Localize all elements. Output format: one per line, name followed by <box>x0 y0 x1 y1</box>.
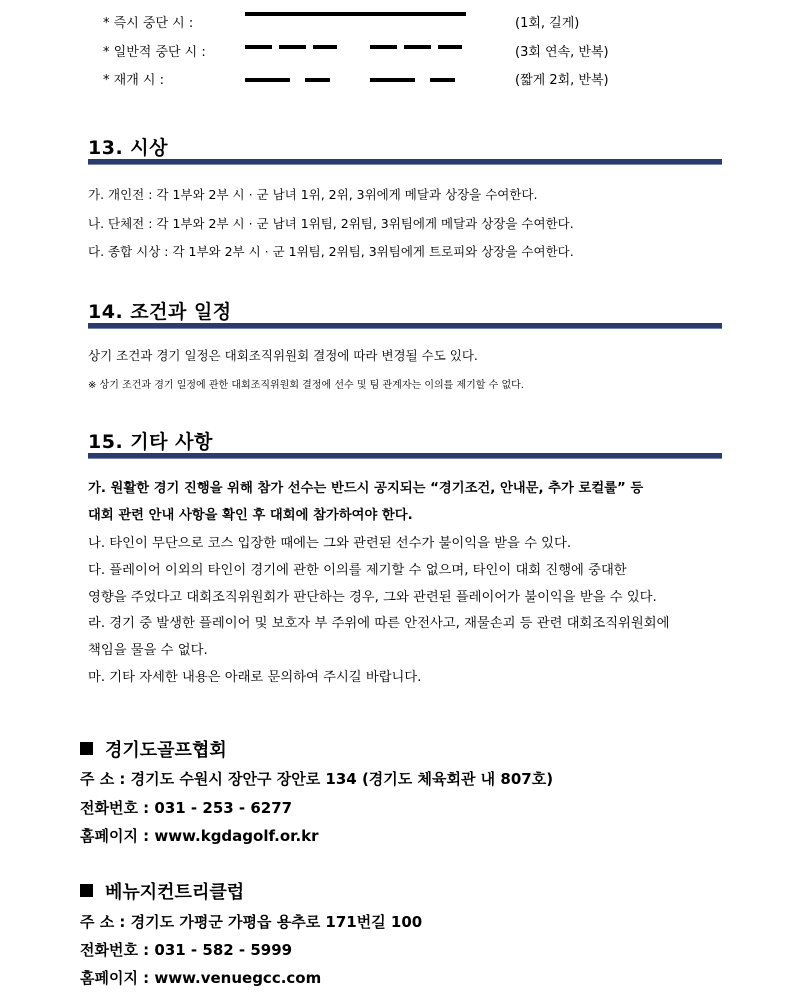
org-2-address: 주 소 : 경기도 가평군 가평읍 용추로 171번길 100 <box>80 913 423 931</box>
section-13-line-1: 가. 개인전 : 각 1부와 2부 시 · 군 남녀 1위, 2위, 3위에게 메달과 상장을 수여한다. <box>88 187 538 202</box>
square-bullet-icon <box>80 742 93 755</box>
org-1-name: 경기도골프협회 <box>105 740 227 761</box>
org-2-homepage: 홈페이지 : www.venuegcc.com <box>80 969 322 987</box>
org-2-heading <box>80 878 244 904</box>
signal-dash <box>438 45 462 49</box>
section-14-line: 상기 조건과 경기 일정은 대회조직위원회 결정에 따라 변경될 수도 있다. <box>88 348 478 363</box>
section-13-title: 13. 시상 <box>88 137 168 159</box>
signal-label-resume: * 재개 시 : <box>103 73 164 88</box>
signal-note-immediate: (1회, 길게) <box>515 16 580 31</box>
section-rule <box>88 453 722 459</box>
section-15-title: 15. 기타 사항 <box>88 431 213 453</box>
signal-label-general: * 일반적 중단 시 : <box>103 45 206 60</box>
section-15-bold-line-1: 가. 원활한 경기 진행을 위해 참가 선수는 반드시 공지되는 “경기조건, 안내문, 추가 로컬룰” 등 <box>88 481 644 496</box>
section-13-line-3: 다. 종합 시상 : 각 1부와 2부 시 · 군 1위팀, 2위팀, 3위팀에게 트로피와 상장을 수여한다. <box>88 244 574 259</box>
org-2-phone: 전화번호 : 031 - 582 - 5999 <box>80 941 293 959</box>
section-13-line-2: 나. 단체전 : 각 1부와 2부 시 · 군 남녀 1위팀, 2위팀, 3위팀에게 메달과 상장을 수여한다. <box>88 216 574 231</box>
signal-dash <box>245 45 272 49</box>
section-rule <box>88 323 722 329</box>
signal-dash <box>279 45 306 49</box>
signal-note-general: (3회 연속, 반복) <box>515 45 609 60</box>
section-15-line-1: 나. 타인이 무단으로 코스 입장한 때에는 그와 관련된 선수가 불이익을 받을 수 있다. <box>88 536 572 551</box>
section-14-note: ※ 상기 조건과 경기 일정에 관한 대회조직위원회 결정에 선수 및 팀 관계자는 이의를 제기할 수 없다. <box>88 380 524 391</box>
section-rule <box>88 159 722 165</box>
org-2-name: 베뉴지컨트리클럽 <box>105 882 245 903</box>
section-15-line-5: 책임을 물을 수 없다. <box>88 643 208 658</box>
signal-dash <box>313 45 337 49</box>
section-15-line-2: 다. 플레이어 이외의 타인이 경기에 관한 이의를 제기할 수 없으며, 타인이 대회 진행에 중대한 <box>88 563 627 578</box>
signal-dash <box>370 78 415 82</box>
signal-dash <box>404 45 431 49</box>
org-1-homepage: 홈페이지 : www.kgdagolf.or.kr <box>80 827 319 845</box>
section-14-title: 14. 조건과 일정 <box>88 301 232 323</box>
signal-dash <box>245 78 290 82</box>
org-1-heading <box>80 736 227 762</box>
org-1-address: 주 소 : 경기도 수원시 장안구 장안로 134 (경기도 체육회관 내 807호) <box>80 770 554 788</box>
signal-dash <box>370 45 397 49</box>
signal-long-line <box>245 12 466 16</box>
signal-note-resume: (짧게 2회, 반복) <box>515 73 609 88</box>
signal-label-immediate: * 즉시 중단 시 : <box>103 16 194 31</box>
section-15-line-6: 마. 기타 자세한 내용은 아래로 문의하여 주시길 바랍니다. <box>88 670 422 685</box>
section-15-bold-line-2: 대회 관련 안내 사항을 확인 후 대회에 참가하여야 한다. <box>88 508 413 523</box>
square-bullet-icon <box>80 884 93 897</box>
signal-dash <box>305 78 330 82</box>
signal-dash <box>430 78 455 82</box>
section-15-line-4: 라. 경기 중 발생한 플레이어 및 보호자 부 주위에 따른 안전사고, 재물손괴 등 관련 대회조직위원회에 <box>88 616 670 631</box>
org-1-phone: 전화번호 : 031 - 253 - 6277 <box>80 799 293 817</box>
section-15-line-3: 영향을 주었다고 대회조직위원회가 판단하는 경우, 그와 관련된 플레이어가 불이익을 받을 수 있다. <box>88 590 657 605</box>
